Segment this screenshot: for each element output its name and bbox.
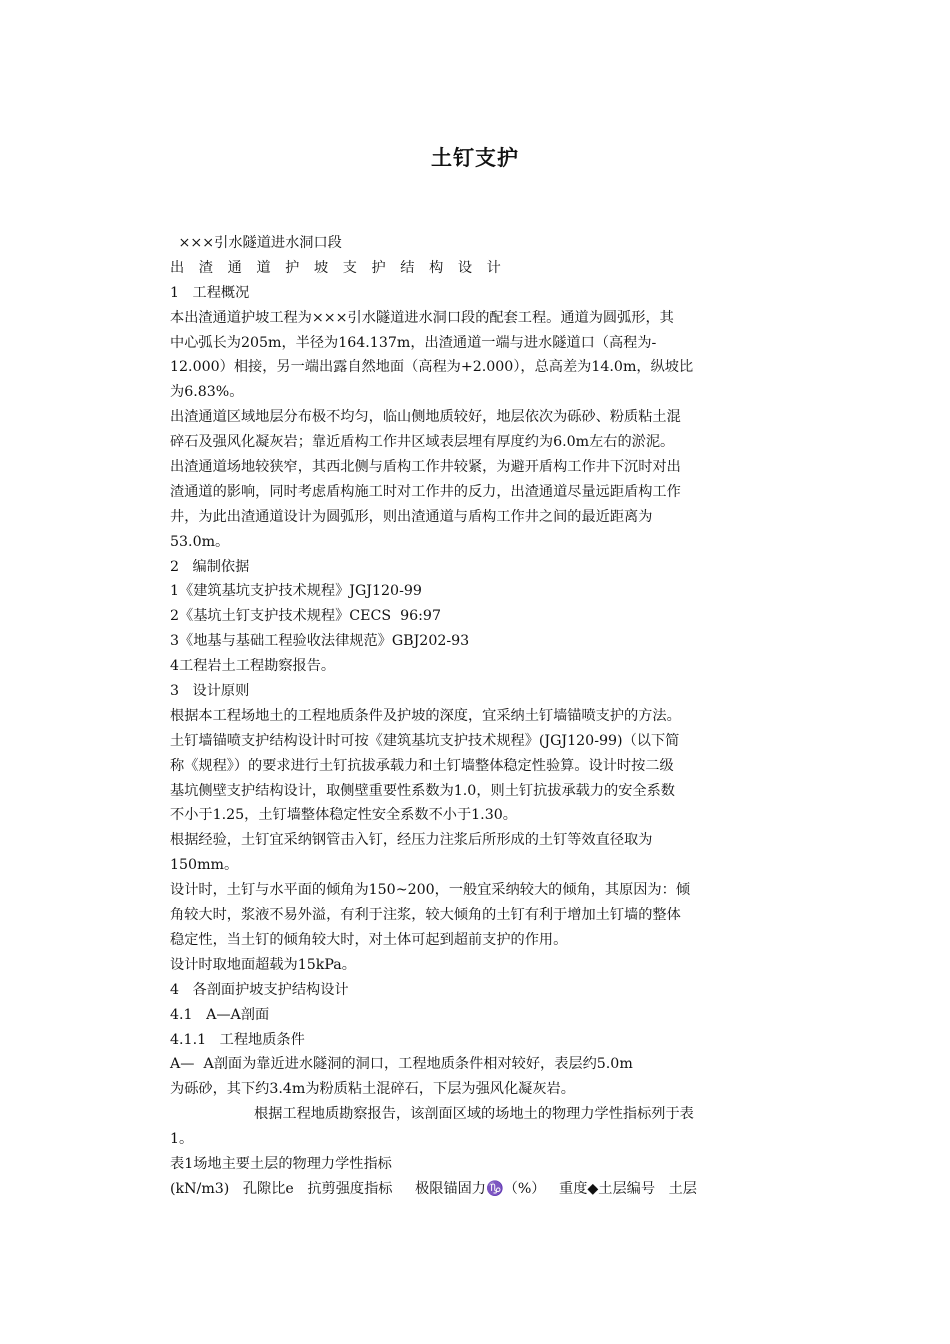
paragraph-line: 设计时取地面超载为15kPa。 bbox=[170, 956, 356, 973]
paragraph-line: 53.0m。 bbox=[170, 533, 230, 550]
reference-item: 4工程岩土工程勘察报告。 bbox=[170, 658, 336, 675]
paragraph-line: 出渣通道场地较狭窄，其西北侧与盾构工作井较紧，为避开盾构工作井下沉时对出 bbox=[170, 459, 681, 476]
paragraph-line: 出渣通道区域地层分布极不均匀，临山侧地质较好，地层依次为砾砂、粉质粘土混 bbox=[170, 409, 681, 426]
paragraph-line: 称《规程》）的要求进行土钉抗拔承载力和土钉墙整体稳定性验算。设计时按二级 bbox=[170, 757, 674, 774]
reference-item: 3《地基与基础工程验收法律规范》GBJ202-93 bbox=[170, 633, 470, 650]
paragraph-line: 稳定性，当土钉的倾角较大时，对土体可起到超前支护的作用。 bbox=[170, 931, 568, 948]
paragraph-line: 不小于1.25，土钉墙整体稳定性安全系数不小于1.30。 bbox=[170, 807, 517, 824]
paragraph-line: 中心弧长为205m，半径为164.137m，出渣通道一端与进水隧道口（高程为- bbox=[170, 334, 657, 351]
paragraph-line: 角较大时，浆液不易外溢，有利于注浆，较大倾角的土钉有利于增加土钉墙的整体 bbox=[170, 907, 681, 924]
paragraph-line: 井，为此出渣通道设计为圆弧形，则出渣通道与盾构工作井之间的最近距离为 bbox=[170, 508, 653, 525]
paragraph-line: 本出渣通道护坡工程为×××引水隧道进水洞口段的配套工程。通道为圆弧形，其 bbox=[170, 309, 674, 326]
paragraph-line: 为砾砂，其下约3.4m为粉质粘土混碎石，下层为强风化凝灰岩。 bbox=[170, 1081, 575, 1098]
project-name-line: ×××引水隧道进水洞口段 bbox=[174, 235, 342, 251]
table-caption: 表1场地主要土层的物理力学性指标 bbox=[170, 1155, 392, 1172]
page-title: 土钉支护 bbox=[431, 146, 519, 170]
paragraph-line: 根据本工程场地土的工程地质条件及护坡的深度，宜采纳土钉墙锚喷支护的方法。 bbox=[170, 707, 681, 724]
paragraph-line: 根据工程地质勘察报告，该剖面区域的场地土的物理力学性指标列于表 bbox=[254, 1106, 694, 1123]
section-heading-2: 2 编制依据 bbox=[170, 558, 250, 575]
paragraph-line: 渣通道的影响，同时考虑盾构施工时对工作井的反力，出渣通道尽量远距盾构工作 bbox=[170, 483, 681, 500]
paragraph-line: 1。 bbox=[170, 1131, 194, 1148]
paragraph-line: 12.000）相接，另一端出露自然地面（高程为+2.000），总高差为14.0m，纵坡比 bbox=[170, 359, 694, 376]
section-heading-4: 4 各剖面护坡支护结构设计 bbox=[170, 981, 349, 998]
subsection-heading: 4.1 A—A剖面 bbox=[170, 1006, 270, 1023]
paragraph-line: 设计时，土钉与水平面的倾角为150~200，一般宜采纳较大的倾角，其原因为：倾 bbox=[170, 882, 691, 899]
section-heading-3: 3 设计原则 bbox=[170, 683, 250, 700]
paragraph-line: 碎石及强风化凝灰岩；靠近盾构工作井区域表层埋有厚度约为6.0m左右的淤泥。 bbox=[170, 434, 675, 451]
paragraph-line: A— A剖面为靠近进水隧洞的洞口，工程地质条件相对较好，表层约5.0m bbox=[170, 1056, 633, 1073]
paragraph-line: 根据经验，土钉宜采纳钢管击入钉，经压力注浆后所形成的土钉等效直径取为 bbox=[170, 832, 653, 849]
design-title-line: 出渣通道护坡支护结构设计 bbox=[170, 259, 516, 276]
section-heading-1: 1 工程概况 bbox=[170, 284, 250, 301]
reference-item: 2《基坑土钉支护技术规程》CECS 96:97 bbox=[170, 608, 441, 625]
paragraph-line: 150mm。 bbox=[170, 857, 239, 874]
paragraph-line: 为6.83%。 bbox=[170, 384, 244, 401]
reference-item: 1《建筑基坑支护技术规程》JGJ120-99 bbox=[170, 583, 422, 600]
document-body bbox=[170, 231, 780, 1202]
subsection-heading: 4.1.1 工程地质条件 bbox=[170, 1031, 305, 1048]
table-header-row: (kN/m3) 孔隙比e 抗剪强度指标 极限锚固力♑（%） 重度◆土层编号 土层 bbox=[170, 1180, 697, 1197]
paragraph-line: 基坑侧壁支护结构设计，取侧壁重要性系数为1.0，则土钉抗拔承载力的安全系数 bbox=[170, 782, 675, 799]
paragraph-line: 土钉墙锚喷支护结构设计时可按《建筑基坑支护技术规程》(JGJ120-99)（以下简 bbox=[170, 732, 680, 749]
